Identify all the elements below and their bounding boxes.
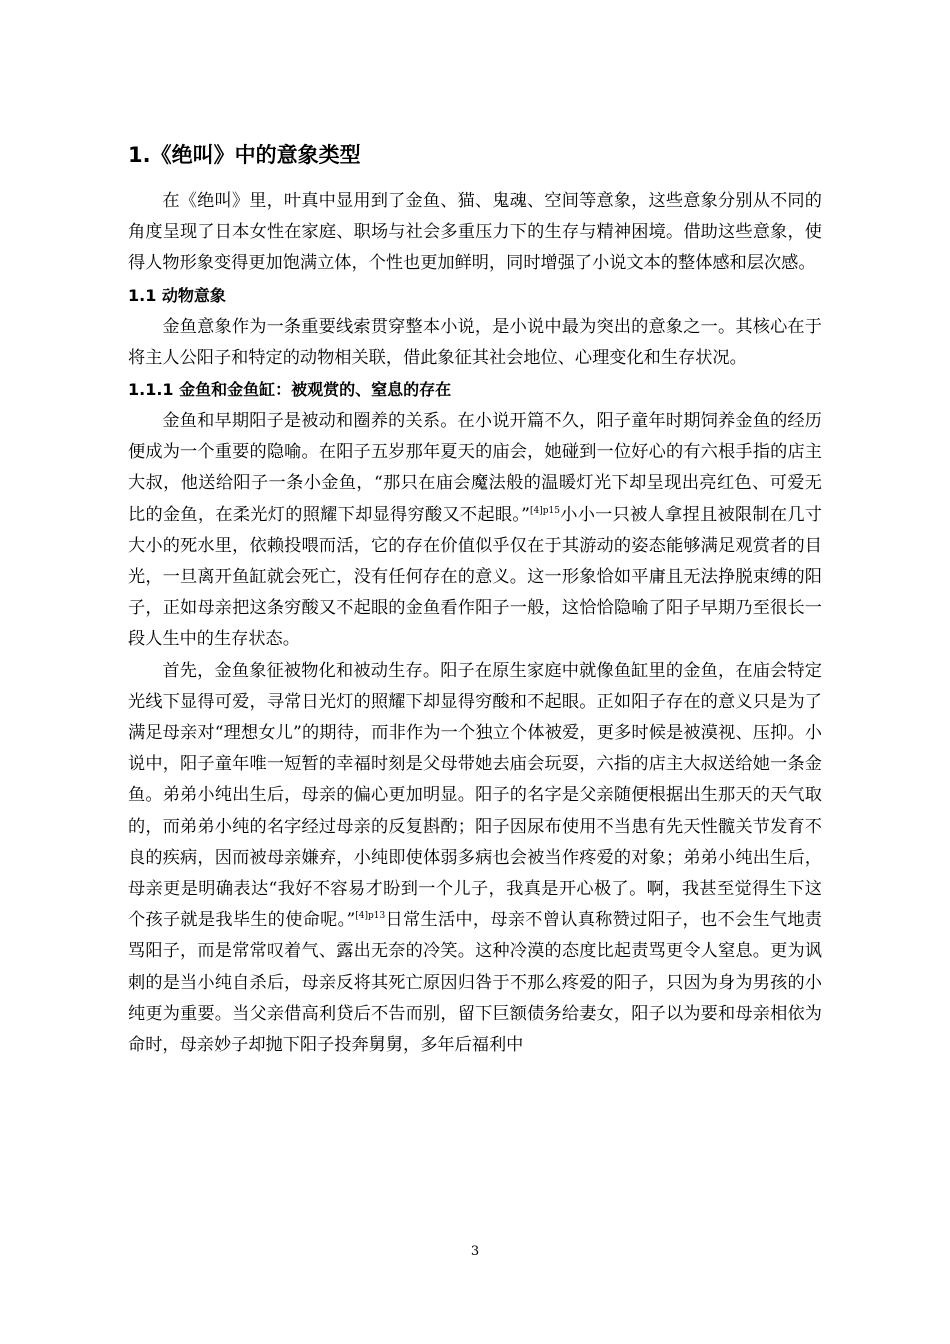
citation-ref: [4]p15 <box>529 505 560 516</box>
paragraph-text: 首先，金鱼象征被物化和被动生存。阳子在原生家庭中就像鱼缸里的金鱼，在庙会特定光线下显得可爱，寻常日光灯的照耀下却显得穷酸和不起眼。正如阳子存在的意义只是为了满足母亲对“理想女儿”的期待，而非作为一个独立个体被爱，更多时候是被漠视、压抑。小说中，阳子童年唯一短暂的幸福时刻是父母带她去庙会玩耍，六指的店主大叔送给她一条金鱼。弟弟小纯出生后，母亲的偏心更加明显。阳子的名字是父亲随便根据出生那天的天气取的，而弟弟小纯的名字经过母亲的反复斟酌；阳子因尿布使用不当患有先天性髋关节发育不良的疾病，因而被母亲嫌弃，小纯即使体弱多病也会被当作疼爱的对象；弟弟小纯出生后，母亲更是明确表达“我好不容易才盼到一个儿子，我真是开心极了。啊，我甚至觉得生下这个孩子就是我毕生的使命呢。” <box>128 660 822 931</box>
goldfish-paragraph-2 <box>128 656 822 1062</box>
paragraph-text: 日常生活中，母亲不曾认真称赞过阳子，也不会生气地责骂阳子，而是常常叹着气、露出无奈的冷笑。这种冷漠的态度比起责骂更令人窒息。更为讽刺的是当小纯自杀后，母亲反将其死亡原因归咎于不那么疼爱的阳子，只因为身为男孩的小纯更为重要。当父亲借高利贷后不告而别，留下巨额债务给妻女，阳子以为要和母亲相依为命时，母亲妙子却抛下阳子投奔舅舅，多年后福利中 <box>128 910 822 1056</box>
paragraph-text: 金鱼和早期阳子是被动和圈养的关系。在小说开篇不久，阳子童年时期饲养金鱼的经历便成为一个重要的隐喻。在阳子五岁那年夏天的庙会，她碰到一位好心的有六根手指的店主大叔，他送给阳子一条小金鱼，“那只在庙会魔法般的温暖灯光下却呈现出亮红色、可爱无比的金鱼，在柔光灯的照耀下却显得穷酸又不起眼。” <box>128 411 822 525</box>
page-content <box>128 140 822 1061</box>
citation-ref: [4]p13 <box>355 911 386 922</box>
subsection-heading-goldfish: 1.1.1 金鱼和金鱼缸：被观赏的、窒息的存在 <box>128 380 452 400</box>
section-heading-animal-imagery: 1.1 动物意象 <box>128 285 226 305</box>
chapter-heading: 1.《绝叫》中的意象类型 <box>128 143 361 167</box>
animal-imagery-paragraph: 金鱼意象作为一条重要线索贯穿整本小说，是小说中最为突出的意象之一。其核心在于将主人公阳子和特定的动物相关联，借此象征其社会地位、心理变化和生存状况。 <box>128 316 822 368</box>
paragraph-text: 小小一只被人拿捏且被限制在几寸大小的死水里，依赖投喂而活，它的存在价值似乎仅在于其游动的姿态能够满足观赏者的目光，一旦离开鱼缸就会死亡，没有任何存在的意义。这一形象恰如平庸且无法挣脱束缚的阳子，正如母亲把这条穷酸又不起眼的金鱼看作阳子一般，这恰恰隐喻了阳子早期乃至很长一段人生中的生存状态。 <box>128 504 822 650</box>
intro-paragraph: 在《绝叫》里，叶真中显用到了金鱼、猫、鬼魂、空间等意象，这些意象分别从不同的角度呈现了日本女性在家庭、职场与社会多重压力下的生存与精神困境。借助这些意象，使得人物形象变得更加饱满立体，个性也更加鲜明，同时增强了小说文本的整体感和层次感。 <box>128 191 822 274</box>
goldfish-paragraph-1 <box>128 406 822 656</box>
page-number: 3 <box>470 1244 480 1259</box>
